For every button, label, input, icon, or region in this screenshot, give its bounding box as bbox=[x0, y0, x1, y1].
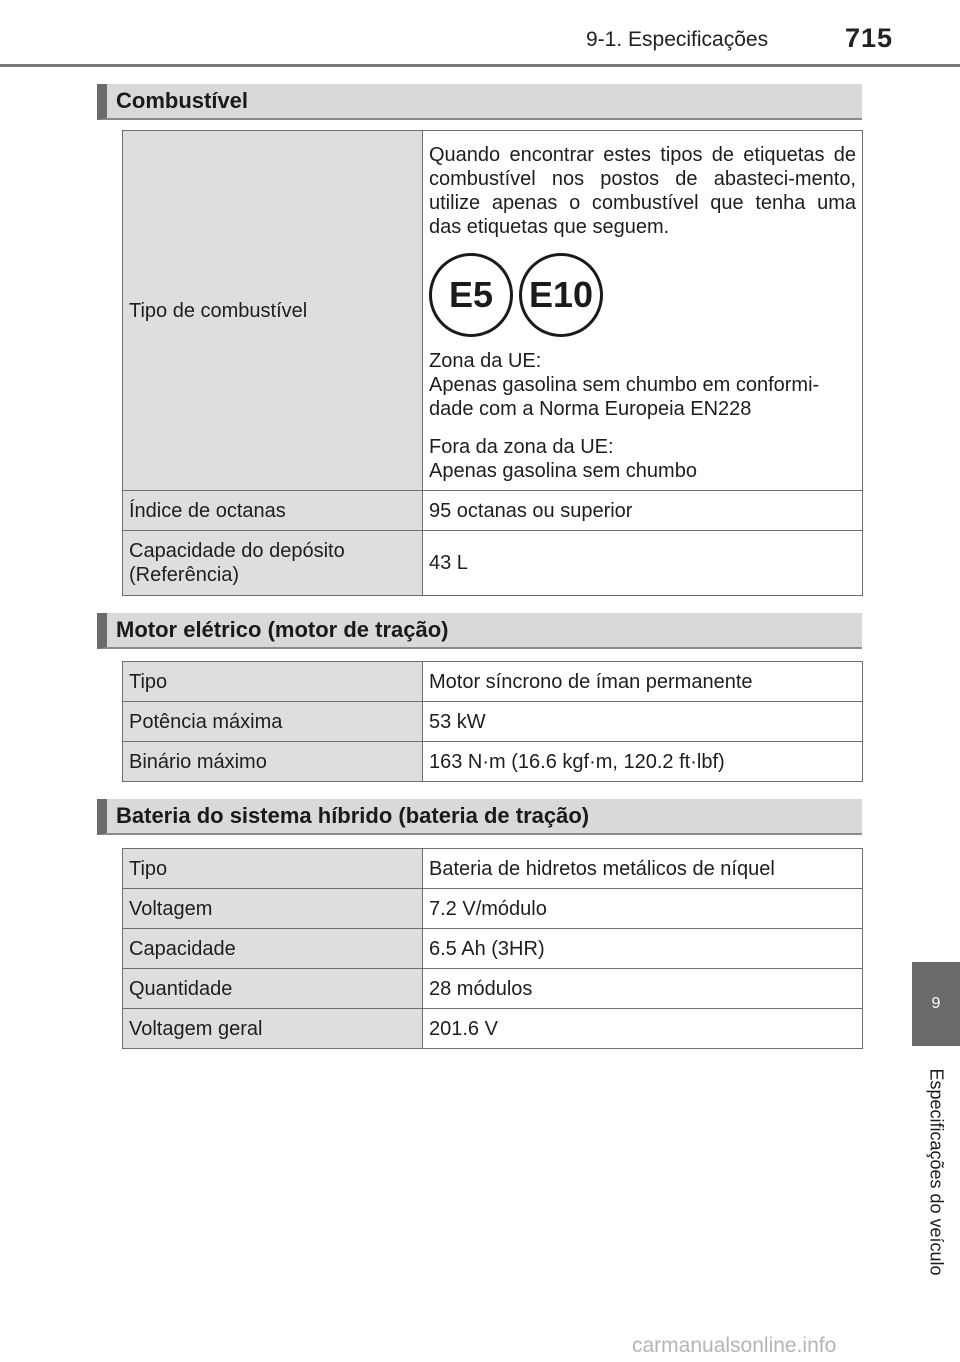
battery-capacity-label: Capacidade bbox=[123, 929, 423, 969]
table-row bbox=[123, 849, 863, 889]
fuel-description: Quando encontrar estes tipos de etiquetas de combustível nos postos de abasteci-mento, utilize apenas o combustível que tenha uma das etiquetas que seguem. bbox=[429, 143, 856, 238]
table-row bbox=[123, 491, 863, 531]
eu-zone-text: Apenas gasolina sem chumbo em conformi-dade com a Norma Europeia EN228 bbox=[429, 373, 820, 420]
battery-quantity-label: Quantidade bbox=[123, 969, 423, 1009]
table-row bbox=[123, 969, 863, 1009]
section-heading-bateria: Bateria do sistema híbrido (bateria de tração) bbox=[97, 799, 862, 835]
octane-label: Índice de octanas bbox=[123, 491, 423, 531]
table-row bbox=[123, 131, 863, 491]
section-heading-motor: Motor elétrico (motor de tração) bbox=[97, 613, 862, 649]
table-row bbox=[123, 889, 863, 929]
battery-capacity-value: 6.5 Ah (3HR) bbox=[423, 929, 863, 969]
table-row bbox=[123, 702, 863, 742]
battery-total-voltage-label: Voltagem geral bbox=[123, 1009, 423, 1049]
battery-total-voltage-value: 201.6 V bbox=[423, 1009, 863, 1049]
max-power-value: 53 kW bbox=[423, 702, 863, 742]
section-heading-combustivel: Combustível bbox=[97, 84, 862, 120]
table-row bbox=[123, 742, 863, 782]
fuel-badges bbox=[429, 253, 856, 337]
battery-quantity-value: 28 módulos bbox=[423, 969, 863, 1009]
chapter-tab-text: Especificações do veículo bbox=[926, 1068, 947, 1276]
header-rule bbox=[0, 64, 960, 67]
battery-type-label: Tipo bbox=[123, 849, 423, 889]
e10-badge-icon: E10 bbox=[519, 253, 603, 337]
table-row bbox=[123, 1009, 863, 1049]
fuel-type-value bbox=[423, 131, 863, 491]
battery-voltage-label: Voltagem bbox=[123, 889, 423, 929]
octane-value: 95 octanas ou superior bbox=[423, 491, 863, 531]
max-torque-value: 163 N·m (16.6 kgf·m, 120.2 ft·lbf) bbox=[423, 742, 863, 782]
chapter-tab-label bbox=[912, 1046, 960, 1298]
outside-eu-title: Fora da zona da UE: bbox=[429, 435, 614, 458]
table-row bbox=[123, 531, 863, 596]
watermark: carmanualsonline.info bbox=[632, 1334, 837, 1357]
tank-capacity-value: 43 L bbox=[423, 531, 863, 596]
motor-type-value: Motor síncrono de íman permanente bbox=[423, 662, 863, 702]
motor-type-label: Tipo bbox=[123, 662, 423, 702]
max-torque-label: Binário máximo bbox=[123, 742, 423, 782]
fuel-table bbox=[122, 130, 863, 596]
section-title: 9-1. Especificações bbox=[586, 28, 769, 51]
outside-eu-text: Apenas gasolina sem chumbo bbox=[429, 459, 697, 482]
fuel-type-label: Tipo de combustível bbox=[123, 131, 423, 491]
table-row bbox=[123, 662, 863, 702]
motor-table bbox=[122, 661, 863, 782]
max-power-label: Potência máxima bbox=[123, 702, 423, 742]
battery-table bbox=[122, 848, 863, 1049]
e5-badge-icon: E5 bbox=[429, 253, 513, 337]
tank-capacity-label: Capacidade do depósito (Referência) bbox=[123, 531, 423, 596]
page-number: 715 bbox=[845, 23, 894, 53]
eu-zone-title: Zona da UE: bbox=[429, 349, 542, 372]
chapter-tab-number: 9 bbox=[912, 962, 960, 1046]
battery-type-value: Bateria de hidretos metálicos de níquel bbox=[423, 849, 863, 889]
battery-voltage-value: 7.2 V/módulo bbox=[423, 889, 863, 929]
table-row bbox=[123, 929, 863, 969]
